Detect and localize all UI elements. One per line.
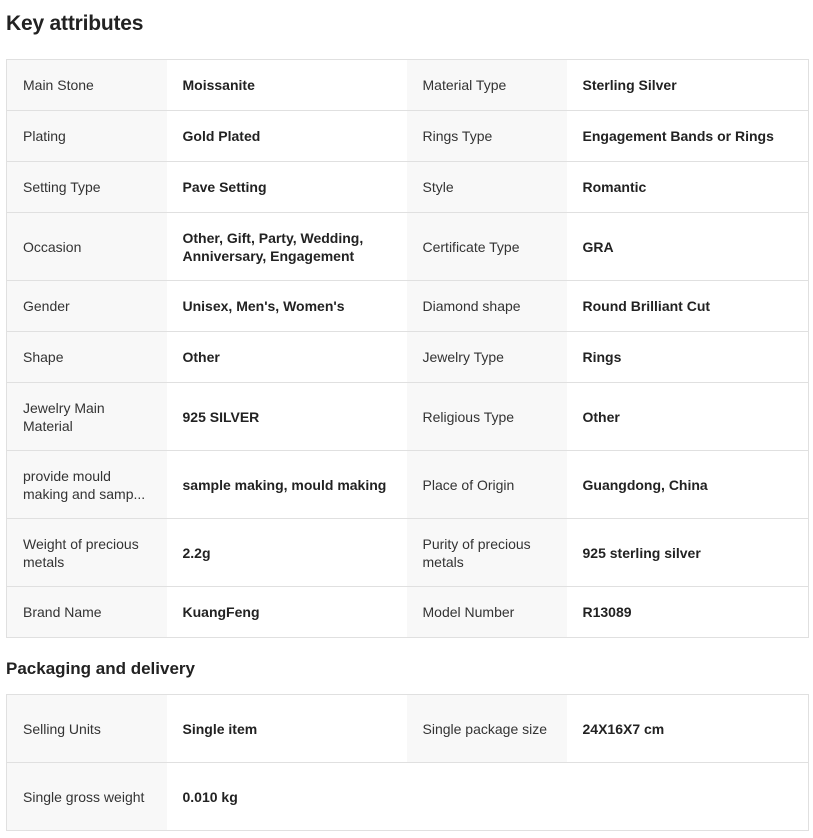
attribute-label: Certificate Type [407, 213, 567, 281]
table-row [7, 111, 809, 162]
table-row [7, 162, 809, 213]
attribute-value: 2.2g [167, 519, 407, 587]
attribute-label: Rings Type [407, 111, 567, 162]
attribute-value: R13089 [567, 587, 809, 638]
attribute-value: Sterling Silver [567, 60, 809, 111]
attribute-value: Round Brilliant Cut [567, 281, 809, 332]
key-attributes-title: Key attributes [6, 12, 144, 35]
attribute-label: Single gross weight [7, 763, 167, 831]
attribute-value: Guangdong, China [567, 451, 809, 519]
attribute-label: Model Number [407, 587, 567, 638]
attribute-label: Jewelry Type [407, 332, 567, 383]
attribute-label: Main Stone [7, 60, 167, 111]
attribute-value: 24X16X7 cm [567, 695, 809, 763]
table-row [7, 695, 809, 763]
attribute-label: Diamond shape [407, 281, 567, 332]
attribute-label: Shape [7, 332, 167, 383]
attribute-label: Setting Type [7, 162, 167, 213]
attribute-label: Purity of precious metals [407, 519, 567, 587]
attribute-label: Style [407, 162, 567, 213]
attribute-value: 0.010 kg [167, 763, 407, 831]
empty-cell [567, 763, 809, 831]
table-row [7, 451, 809, 519]
attribute-value: KuangFeng [167, 587, 407, 638]
attribute-label [7, 451, 167, 519]
attribute-label: Religious Type [407, 383, 567, 451]
empty-cell [407, 763, 567, 831]
attribute-label: Material Type [407, 60, 567, 111]
attribute-value: Single item [167, 695, 407, 763]
attribute-label: Selling Units [7, 695, 167, 763]
attribute-label: Single package size [407, 695, 567, 763]
table-row [7, 587, 809, 638]
table-row [7, 383, 809, 451]
key-attributes-table [6, 59, 809, 638]
attribute-value: sample making, mould making [167, 451, 407, 519]
attribute-value: Other, Gift, Party, Wedding, Anniversary, Engagement [167, 213, 407, 281]
attribute-label: Occasion [7, 213, 167, 281]
attribute-value: Unisex, Men's, Women's [167, 281, 407, 332]
attribute-value: 925 sterling silver [567, 519, 809, 587]
attribute-label: Place of Origin [407, 451, 567, 519]
table-row [7, 332, 809, 383]
table-row [7, 60, 809, 111]
attribute-label: Plating [7, 111, 167, 162]
attribute-value: Rings [567, 332, 809, 383]
attribute-value: Romantic [567, 162, 809, 213]
attribute-value: Other [567, 383, 809, 451]
attribute-value: Engagement Bands or Rings [567, 111, 809, 162]
attribute-value: Gold Plated [167, 111, 407, 162]
attribute-label: Brand Name [7, 587, 167, 638]
table-row [7, 213, 809, 281]
attribute-value: Other [167, 332, 407, 383]
table-row [7, 519, 809, 587]
attribute-value: 925 SILVER [167, 383, 407, 451]
packaging-delivery-table [6, 694, 809, 831]
packaging-delivery-title: Packaging and delivery [6, 659, 195, 678]
attribute-value: Pave Setting [167, 162, 407, 213]
table-row [7, 281, 809, 332]
attribute-label: Gender [7, 281, 167, 332]
attribute-label: Weight of precious metals [7, 519, 167, 587]
attribute-value: Moissanite [167, 60, 407, 111]
attribute-value: GRA [567, 213, 809, 281]
attribute-label-text: provide mould making and samp... [23, 467, 146, 502]
attribute-label: Jewelry Main Material [7, 383, 167, 451]
table-row [7, 763, 809, 831]
